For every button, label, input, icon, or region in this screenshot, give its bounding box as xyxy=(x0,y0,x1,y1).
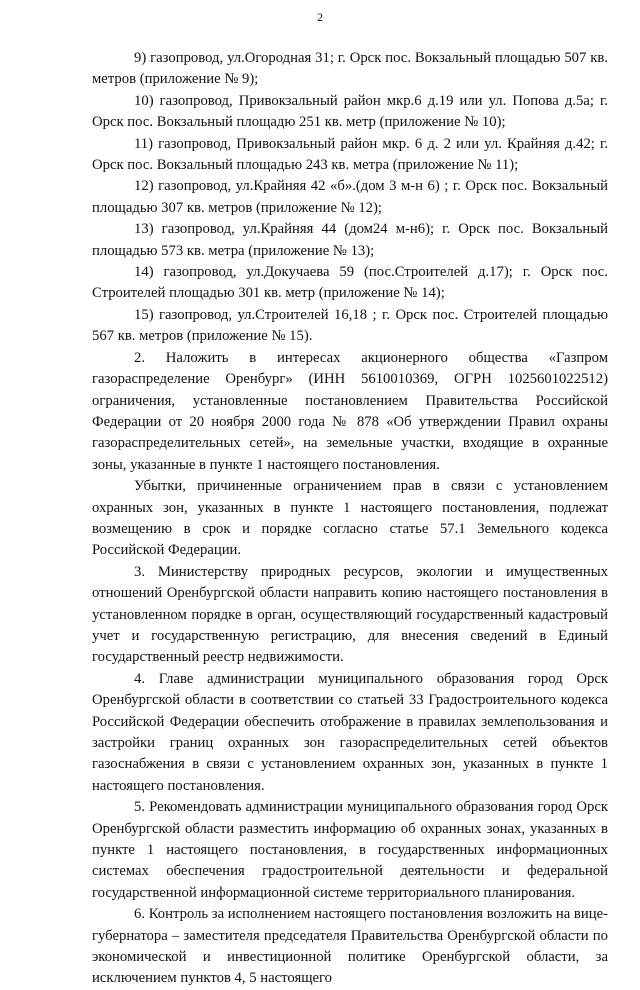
document-body xyxy=(92,48,608,990)
page-number: 2 xyxy=(317,10,323,24)
paragraph-item-9: 9) газопровод, ул.Огородная 31; г. Орск пос. Вокзальный площадью 507 кв. метров (приложение № 9); xyxy=(92,50,608,88)
paragraph-item-12: 12) газопровод, ул.Крайняя 42 «б».(дом 3 м-н 6) ; г. Орск пос. Вокзальный площадью 307 кв. метров (приложение № 12); xyxy=(92,178,608,216)
paragraph-point-6: 6. Контроль за исполнением настоящего постановления возложить на вице-губернатора – заместителя председателя Правительства Оренбургской области по экономической и инвестиционной политике Оренбургской области, за исключением пунктов 4, 5 настоящего xyxy=(92,906,608,987)
paragraph-point-5: 5. Рекомендовать администрации муниципального образования город Орск Оренбургской области разместить информацию об охранных зонах, указанных в пункте 1 настоящего постановления, в государственных информационных системах обеспечения градостроительной деятельности и федеральной государственной информационной системе территориального планирования. xyxy=(92,799,608,901)
paragraph-item-15: 15) газопровод, ул.Строителей 16,18 ; г. Орск пос. Строителей площадью 567 кв. метров (приложение № 15). xyxy=(92,306,608,345)
paragraph-item-11: 11) газопровод, Привокзальный район мкр. 6 д. 2 или ул. Крайняя д.42; г. Орск пос. Вокзальный площадью 243 кв. метра (приложение № 11); xyxy=(92,135,608,174)
paragraph-losses: Убытки, причиненные ограничением прав в связи с установлением охранных зон, указанных в пункте 1 настоящего постановления, подлежат возмещению в срок и порядке согласно статье 57.1 Земельного кодекса Российской Федерации. xyxy=(92,478,608,559)
paragraph-point-2: 2. Наложить в интересах акционерного общества «Газпром газораспределение Оренбург» (ИНН 5610010369, ОГРН 1025601022512) ограничения, установленные постановлением Правительства Российской Федерации от 20 ноября 2000 года № 878 «Об утверждении Правил охраны газораспределительных сетей», на земельные участки, входящие в охранные зоны, указанные в пункте 1 настоящего постановления. xyxy=(92,349,608,473)
paragraph-item-10: 10) газопровод, Привокзальный район мкр.6 д.19 или ул. Попова д.5а; г. Орск пос. Вокзальный площадю 251 кв. метр (приложение № 10); xyxy=(92,92,608,131)
paragraph-item-13: 13) газопровод, ул.Крайняя 44 (дом24 м-н6); г. Орск пос. Вокзальный площадью 573 кв. метра (приложение № 13); xyxy=(92,221,608,259)
paragraph-point-3: 3. Министерству природных ресурсов, экологии и имущественных отношений Оренбургской области направить копию настоящего постановления в установленном порядке в орган, осуществляющий государственный кадастровый учет и государственную регистрацию, для внесения сведений в Единый государственный реестр недвижимости. xyxy=(92,563,608,666)
paragraph-point-4: 4. Главе администрации муниципального образования город Орск Оренбургской области в соответствии со статьей 33 Градостроительного кодекса Российской Федерации обеспечить отображение в правилах землепользования и застройки границ охранных зон газораспределительных сетей объектов газоснабжения в связи с установлением охранных зон, указанных в пункте 1 настоящего постановления. xyxy=(92,670,608,794)
paragraph-item-14: 14) газопровод, ул.Докучаева 59 (пос.Строителей д.17); г. Орск пос. Строителей площадью 301 кв. метр (приложение № 14); xyxy=(92,264,608,302)
